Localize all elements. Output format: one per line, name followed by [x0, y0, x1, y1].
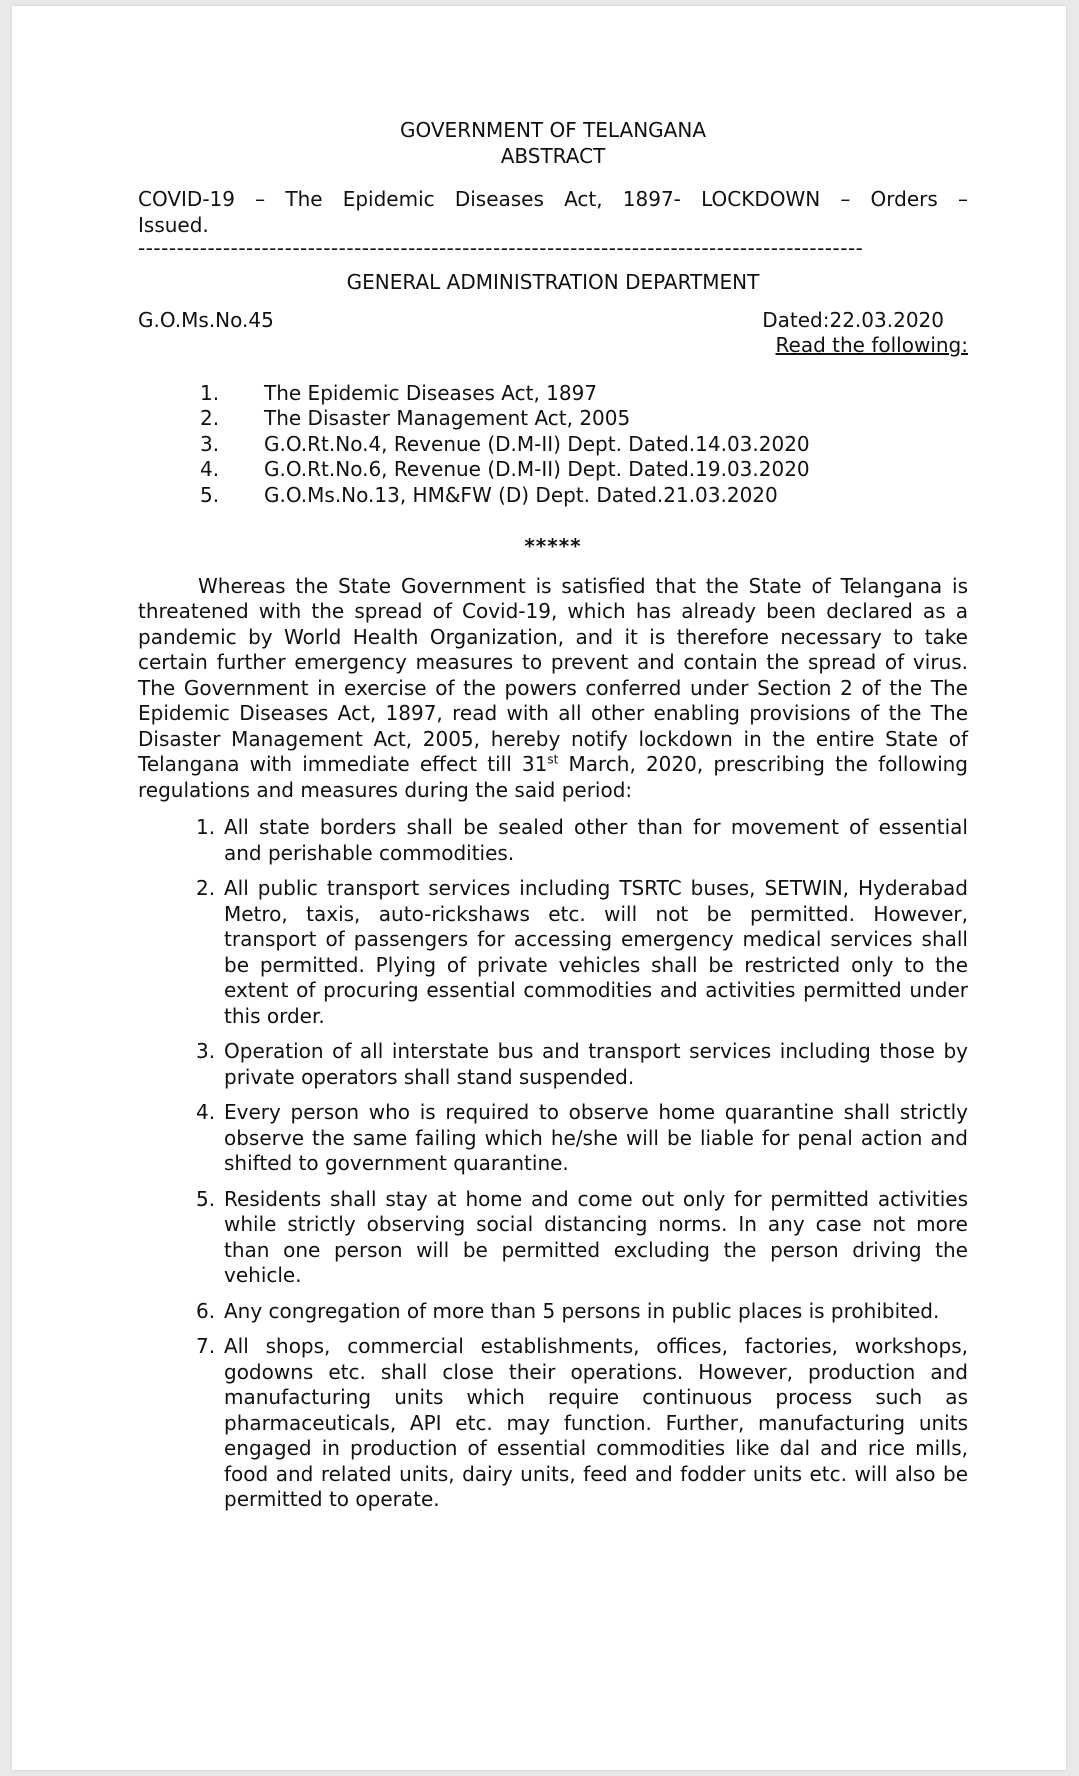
order-text: Operation of all interstate bus and transport services including those by private operators shall stand suspended. — [224, 1039, 968, 1089]
preamble-text-1: Whereas the State Government is satisfied that the State of Telangana is threatened with the spread of Covid-19, which has already been declared as a pandemic by World Health Organization, and it is therefore necessary to take certain further emergency measures to prevent and contain the spread of virus. The Government in exercise of the powers conferred under Section 2 of the The Epidemic Diseases Act, 1897, read with all other enabling provisions of the The Disaster Management Act, 2005, hereby notify lockdown in the entire State of Telangana with immediate effect till 31 — [138, 573, 968, 776]
reference-number: 4. — [200, 457, 220, 481]
order-text: All public transport services including TSRTC buses, SETWIN, Hyderabad Metro, taxis, auto-rickshaws etc. will not be permitted. However, transport of passengers for accessing emergency medical services shall be permitted. Plying of private vehicles shall be restricted only to the extent of procuring essential commodities and activities permitted under this order. — [224, 876, 968, 1028]
order-text: Every person who is required to observe home quarantine shall strictly observe the same failing which he/she will be liable for penal action and shifted to government quarantine. — [224, 1100, 968, 1175]
reference-number: 3. — [200, 431, 220, 456]
order-number: 6. — [196, 1298, 216, 1323]
government-title: GOVERNMENT OF TELANGANA — [399, 118, 706, 142]
reference-text: G.O.Rt.No.4, Revenue (D.M-II) Dept. Dated.14.03.2020 — [264, 431, 810, 456]
order-item — [196, 1100, 968, 1177]
reference-number: 5. — [200, 482, 220, 507]
document-page — [12, 6, 1066, 1770]
subject — [138, 187, 968, 238]
reference-item — [200, 381, 968, 407]
reference-number: 1. — [200, 380, 220, 405]
preamble-paragraph — [138, 574, 968, 804]
order-number: 1. — [196, 815, 216, 839]
order-item — [196, 815, 968, 866]
subject-line-1: COVID-19 – The Epidemic Diseases Act, 1897- LOCKDOWN – Orders – — [138, 187, 968, 211]
references-list — [200, 381, 968, 509]
order-item — [196, 1187, 968, 1289]
go-date: Dated:22.03.2020 — [762, 307, 944, 332]
order-text: All state borders shall be sealed other than for movement of essential and perishable commodities. — [224, 815, 968, 865]
order-text: Residents shall stay at home and come out only for permitted activities while strictly observing social distancing norms. In any case not more than one person will be permitted excluding the person driving the vehicle. — [224, 1186, 968, 1287]
order-number: 4. — [196, 1100, 216, 1124]
order-item — [196, 1334, 968, 1513]
reference-item — [200, 432, 968, 458]
order-number: 7. — [196, 1334, 216, 1358]
abstract-title: ABSTRACT — [500, 143, 606, 168]
order-item — [196, 1039, 968, 1090]
order-item — [196, 876, 968, 1029]
department-name: GENERAL ADMINISTRATION DEPARTMENT — [346, 270, 760, 294]
order-text: All shops, commercial establishments, offices, factories, workshops, godowns etc. shall close their operations. However, production and manufacturing units which require continuous process such as pharmaceuticals, API etc. may function. Further, manufacturing units engaged in production of essential commodities like dal and rice mills, food and related units, dairy units, feed and fodder units etc. will also be permitted to operate. — [224, 1334, 968, 1511]
reference-number: 2. — [200, 406, 220, 430]
section-divider-stars: ***** — [524, 534, 582, 558]
go-row — [138, 308, 968, 334]
read-following: Read the following: — [775, 333, 968, 357]
order-text: Any congregation of more than 5 persons in public places is prohibited. — [224, 1298, 940, 1323]
order-number: 3. — [196, 1039, 216, 1063]
go-number: G.O.Ms.No.45 — [138, 307, 274, 332]
reference-item — [200, 483, 968, 509]
reference-item — [200, 406, 968, 432]
preamble-text-2: March, 2020, prescribing the following regulations and measures during the said period: — [138, 752, 968, 802]
subject-line-2: Issued. — [138, 212, 209, 237]
document-content — [138, 118, 968, 1523]
preamble-superscript: st — [547, 752, 559, 767]
order-number: 5. — [196, 1186, 216, 1211]
orders-list — [196, 815, 968, 1513]
reference-text: G.O.Ms.No.13, HM&FW (D) Dept. Dated.21.03.2020 — [264, 482, 778, 507]
order-number: 2. — [196, 876, 216, 900]
order-item — [196, 1299, 968, 1325]
reference-text: The Disaster Management Act, 2005 — [264, 406, 631, 430]
reference-text: The Epidemic Diseases Act, 1897 — [264, 380, 598, 405]
separator-line: ---------------------------------------------------------------------------------------------- — [138, 238, 864, 258]
reference-text: G.O.Rt.No.6, Revenue (D.M-II) Dept. Dated.19.03.2020 — [264, 457, 810, 481]
reference-item — [200, 457, 968, 483]
